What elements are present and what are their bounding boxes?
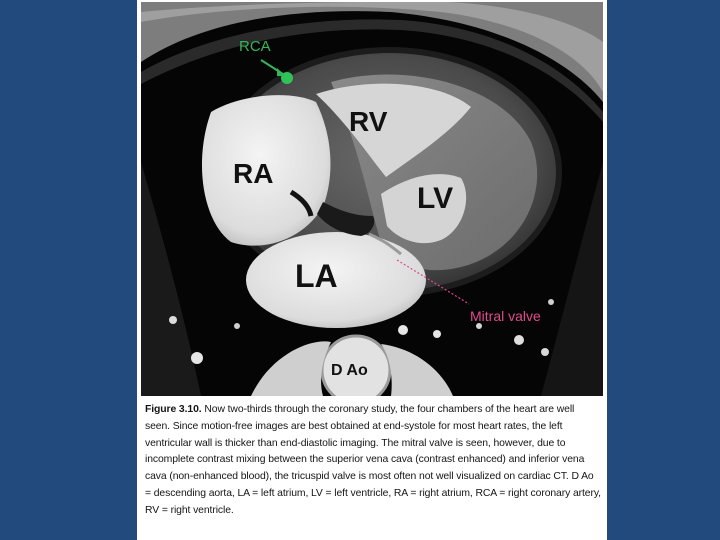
ra-label: RA [233,158,274,189]
cardiac-ct-image [141,2,603,396]
rv-label: RV [349,106,388,137]
la-label: LA [295,258,338,294]
lv-label: LV [417,182,454,215]
caption-text: Now two-thirds through the coronary study, the four chambers of the heart are well seen. Since motion-free images are best obtained at end-systole for most heart rates, the left ventricular wall is thicker than end-diastolic imaging. The mitral valve is seen, however, due to incomplete contrast mixing between the superior vena cava (contrast enhanced) and inferior vena cava (non-enhanced blood), the tricuspid valve is most often not well visualized on cardiac CT. D Ao = descending aorta, LA = left atrium, LV = left ventricle, RA = right atrium, RCA = right coronary artery, RV = right ventricle. [145,404,601,516]
mitral-valve-label: Mitral valve [470,308,541,324]
rca-label: RCA [239,38,271,55]
figure-caption [145,402,601,520]
figure-page [137,0,607,540]
vertebra [251,341,331,396]
figure-number: Figure 3.10. [145,404,202,415]
ct-scan-graphic [141,2,603,396]
descending-aorta-label: D Ao [331,362,368,379]
